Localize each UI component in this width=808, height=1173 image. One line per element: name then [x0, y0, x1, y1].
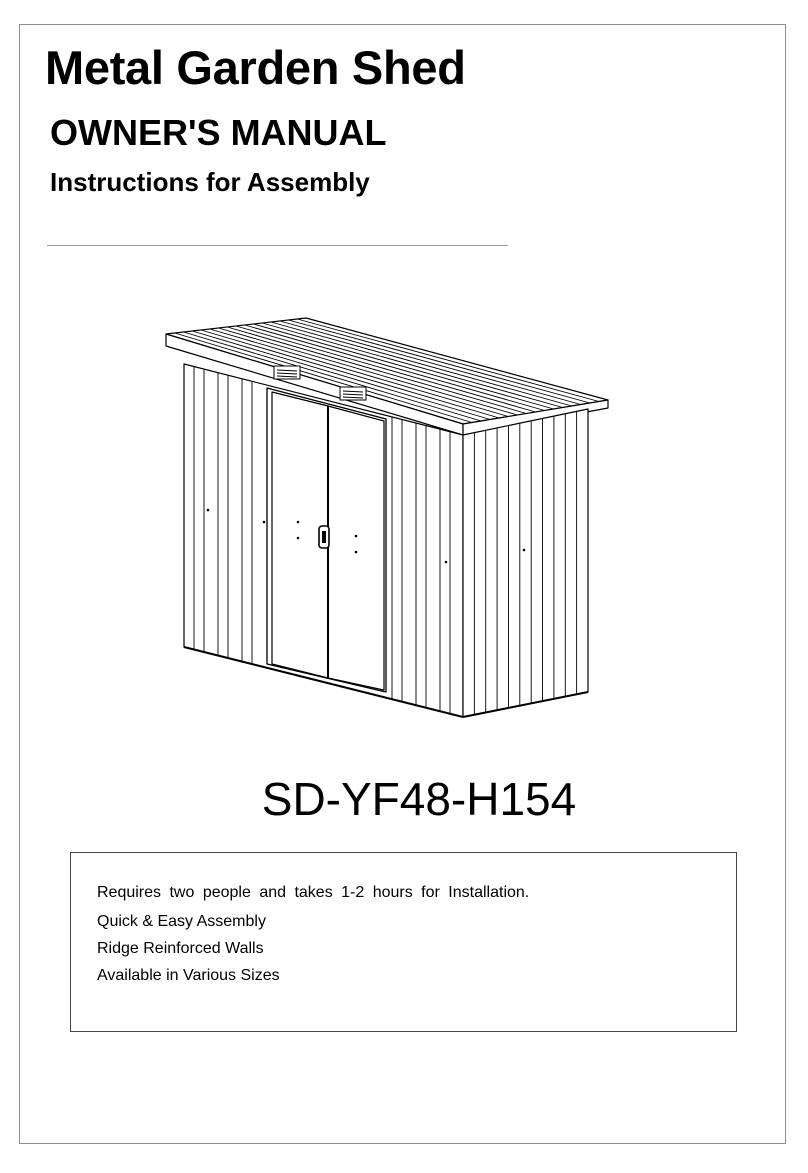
feature-item: Ridge Reinforced Walls [97, 940, 264, 957]
document-subtitle: OWNER'S MANUAL [50, 112, 387, 153]
feature-item: Quick & Easy Assembly [97, 913, 266, 930]
instructions-heading: Instructions for Assembly [50, 167, 370, 197]
shed-illustration [160, 312, 620, 722]
document-title: Metal Garden Shed [45, 41, 466, 94]
feature-item: Requires two people and takes 1-2 hours for Installation. [97, 884, 530, 901]
title-divider [47, 245, 508, 246]
model-number: SD-YF48-H154 [261, 773, 577, 825]
feature-item: Available in Various Sizes [97, 967, 280, 984]
features-box [70, 852, 737, 1032]
